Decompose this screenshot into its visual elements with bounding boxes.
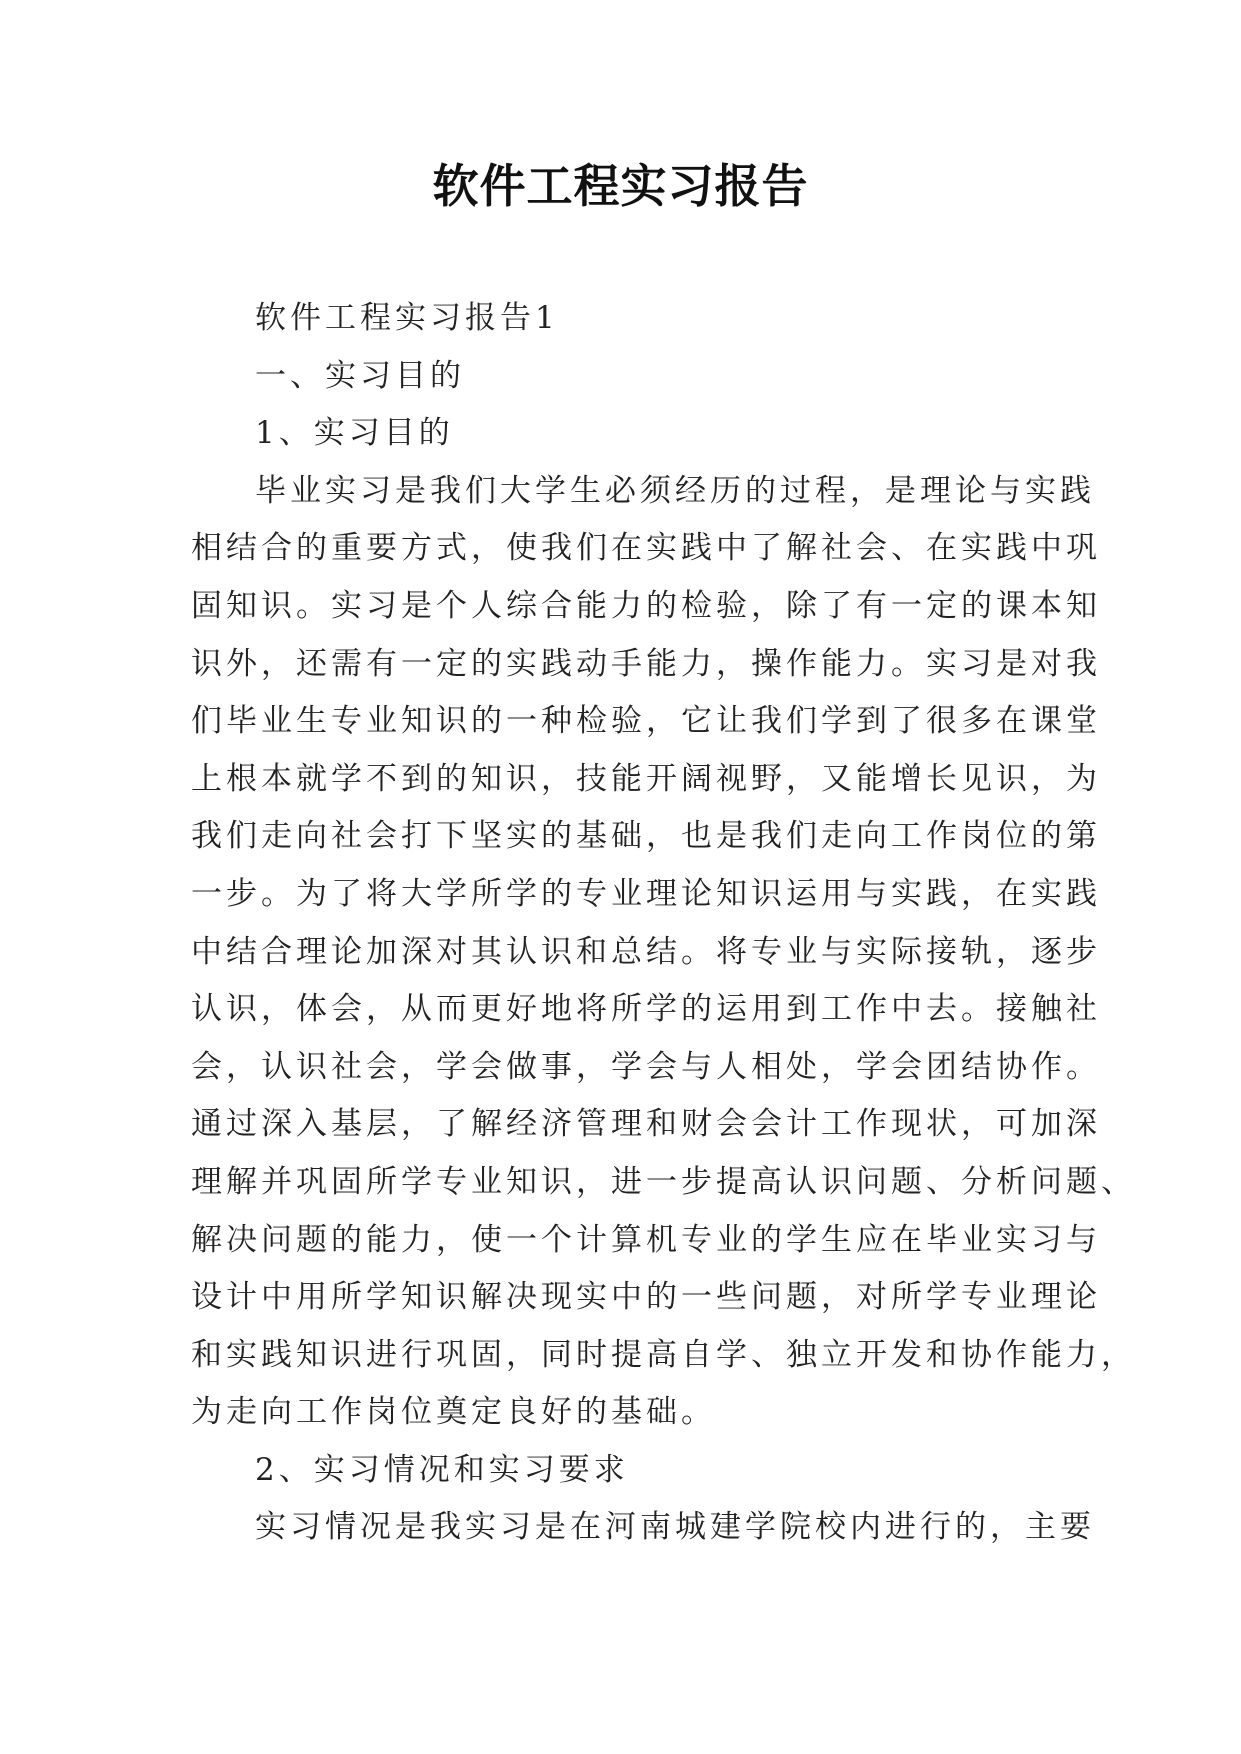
text-line: 解决问题的能力，使一个计算机专业的学生应在毕业实习与	[191, 1221, 1101, 1258]
text-line: 设计中用所学知识解决现实中的一些问题，对所学专业理论	[191, 1279, 1101, 1316]
text-line: 通过深入基层，了解经济管理和财会会计工作现状，可加深	[191, 1106, 1101, 1143]
document-title: 软件工程实习报告	[432, 159, 809, 213]
text-line: 会，认识社会，学会做事，学会与人相处，学会团结协作。	[191, 1048, 1101, 1085]
text-line: 和实践知识进行巩固，同时提高自学、独立开发和协作能力，	[191, 1336, 1136, 1373]
text-line: 中结合理论加深对其认识和总结。将专业与实际接轨，逐步	[191, 933, 1101, 970]
text-line: 上根本就学不到的知识，技能开阔视野，又能增长见识，为	[191, 760, 1101, 797]
text-line: 软件工程实习报告1	[255, 300, 559, 336]
text-line: 实习情况是我实习是在河南城建学院校内进行的，主要	[255, 1509, 1095, 1546]
text-line: 毕业实习是我们大学生必须经历的过程，是理论与实践	[255, 472, 1095, 509]
text-line: 固知识。实习是个人综合能力的检验，除了有一定的课本知	[191, 587, 1101, 624]
text-line: 认识，体会，从而更好地将所学的运用到工作中去。接触社	[191, 991, 1101, 1028]
text-line: 我们走向社会打下坚实的基础，也是我们走向工作岗位的第	[191, 818, 1101, 855]
text-line: 为走向工作岗位奠定良好的基础。	[191, 1394, 716, 1431]
text-line: 一步。为了将大学所学的专业理论知识运用与实践，在实践	[191, 875, 1101, 912]
text-line: 2、实习情况和实习要求	[255, 1451, 629, 1488]
text-line: 识外，还需有一定的实践动手能力，操作能力。实习是对我	[191, 645, 1101, 682]
text-line: 一、实习目的	[255, 357, 465, 394]
text-line: 1、实习目的	[255, 415, 454, 452]
document-body	[191, 290, 1136, 1557]
text-line: 相结合的重要方式，使我们在实践中了解社会、在实践中巩	[191, 530, 1101, 567]
text-line: 们毕业生专业知识的一种检验，它让我们学到了很多在课堂	[191, 703, 1101, 740]
text-line: 理解并巩固所学专业知识，进一步提高认识问题、分析问题、	[191, 1163, 1136, 1200]
